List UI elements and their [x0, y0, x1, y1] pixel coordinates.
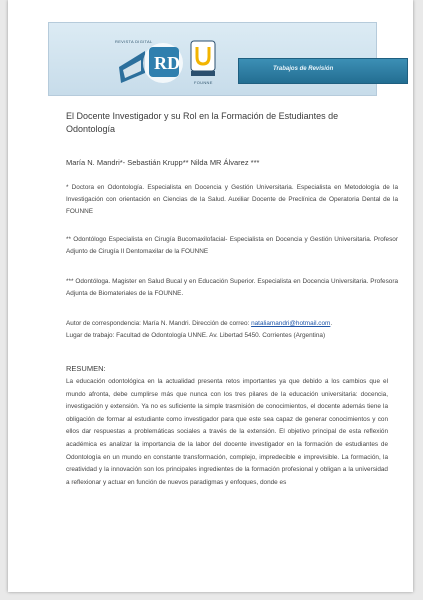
article-authors: María N. Mandri*- Sebastián Krupp** Nilda MR Álvarez ***	[66, 158, 260, 167]
journal-logo	[111, 27, 231, 91]
abstract-text: La educación odontológica en la actualidad presenta retos importantes ya que debido a los cambios que el mundo afronta, debe cumplirse más que nunca con los tres pilares de la educación universitaria: docencia, investigación y extensión. Ya no es suficiente la simple trasmisión de conocimientos, el docente además tiene la obligación de formar al estudiante como investigador para que este sea capaz de generar conocimientos y con ellos dar respuestas a problemáticas sociales a través de la extensión. El objetivo principal de esta reflexión académica es analizar la importancia de la labor del docente investigador en la formación de estudiantes de Odontología en un mundo en constante transformación, complejo, impredecible e imprevisible. La formación, la creatividad y la innovación son los principales ingredientes de la formación profesional y obligan a la universidad a reflexionar y actuar en función de nuevos paradigmas y enfoques, donde es	[66, 378, 388, 486]
correspondence-block	[66, 318, 400, 342]
correspondence-prefix: Autor de correspondencia: María N. Mandri. Dirección de correo:	[66, 320, 252, 327]
journal-logo-text: REVISTA DIGITAL	[115, 39, 153, 44]
abstract-heading: RESUMEN:	[66, 364, 106, 373]
affiliation-2: ** Odontólogo Especialista en Cirugía Bucomaxilofacial- Especialista en Docencia y Gestión Universitaria. Profesor Adjunto de Cirugía II Dentomaxilar de la FOUNNE	[66, 236, 398, 255]
email-link[interactable]: nataliamandri@hotmail.com	[251, 320, 331, 327]
workplace-line: Lugar de trabajo: Facultad de Odontología UNNE. Av. Libertad 5450. Corrientes (Argentina)	[66, 332, 326, 339]
article-title: El Docente Investigador y su Rol en la Formación de Estudiantes de Odontología	[66, 111, 339, 134]
affiliation-3: *** Odontóloga. Magister en Salud Bucal y en Educación Superior. Especialista en Docencia Universitaria. Profesora Adjunta de Biomateriales de la FOUNNE.	[66, 278, 398, 297]
institution-logo-text: FOUNNE	[194, 80, 213, 85]
document-page	[8, 0, 413, 592]
correspondence-suffix: .	[330, 320, 333, 327]
correspondence-line	[66, 318, 400, 330]
affiliation-1: * Doctora en Odontología. Especialista en Docencia y Gestión Universitaria. Especialista en Metodología de la Investigación con orientación en Ciencias de la Salud. Auxiliar Docente de Preclínica de Operatoria Dental de la FOUNNE	[66, 184, 398, 215]
section-bar	[238, 58, 408, 84]
journal-logo-letters: RD	[154, 53, 180, 73]
section-label: Trabajos de Revisión	[273, 66, 334, 72]
